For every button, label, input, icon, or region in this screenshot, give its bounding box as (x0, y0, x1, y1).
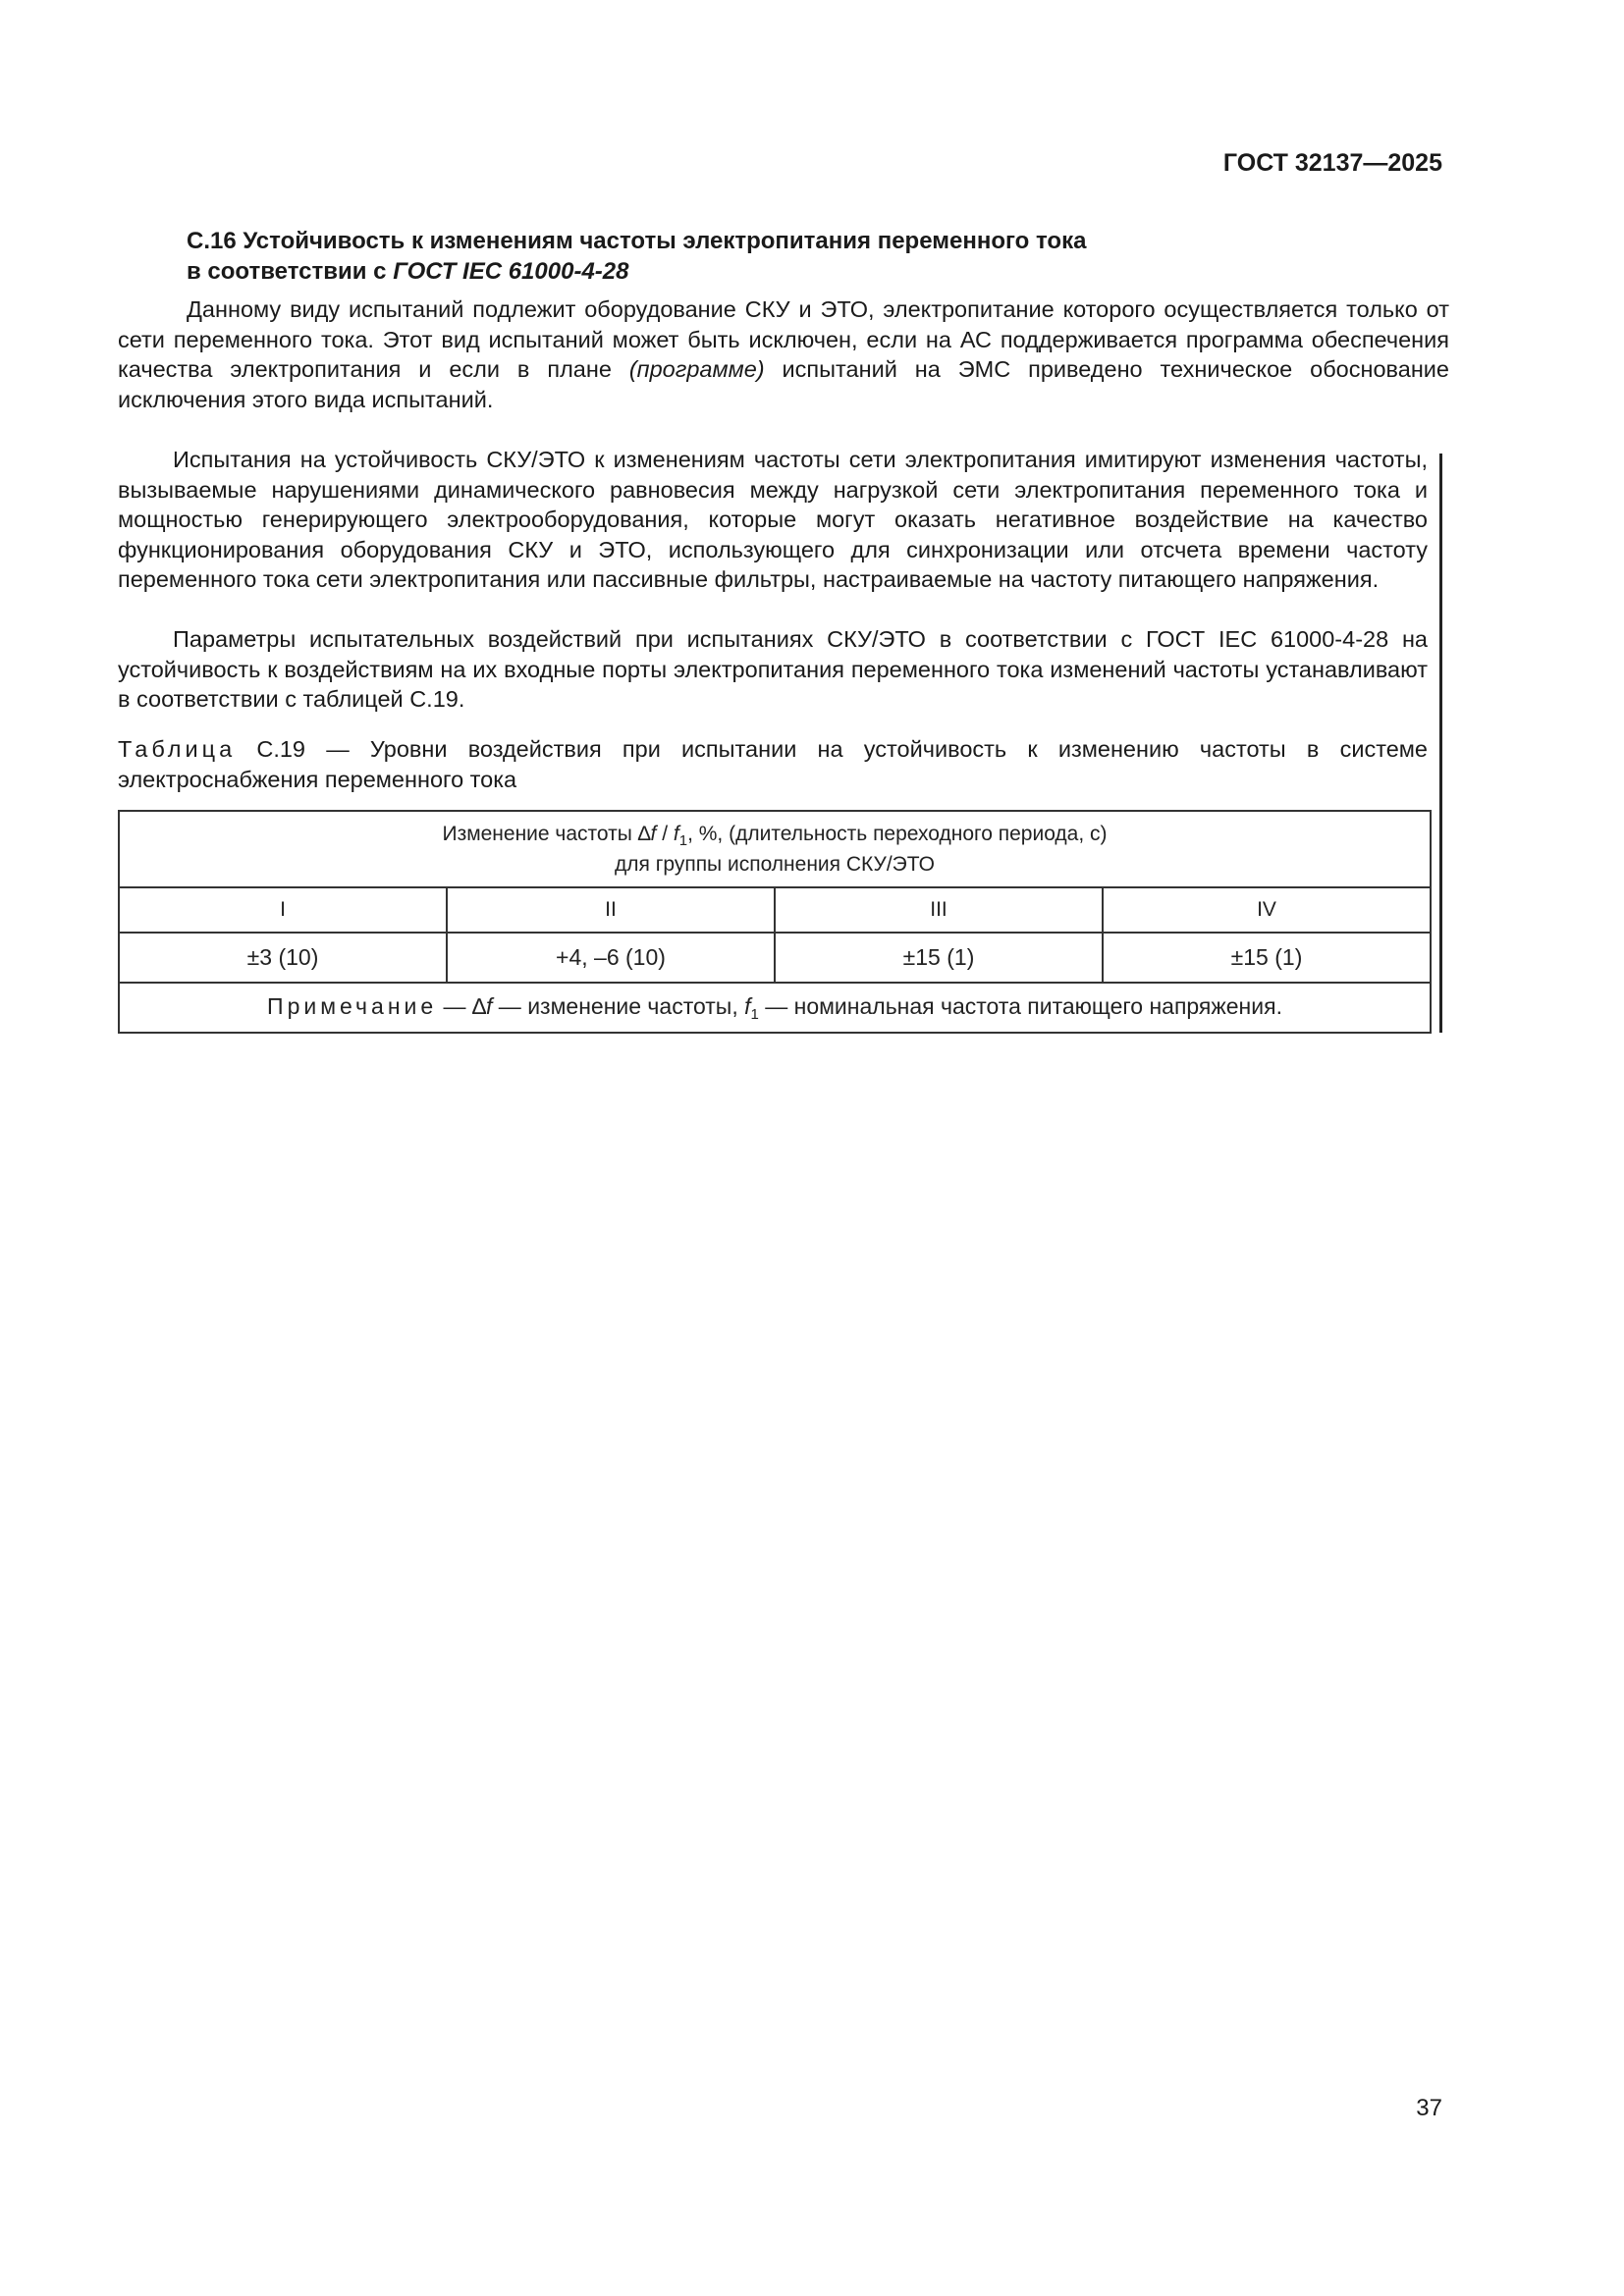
frequency-levels-table (118, 810, 1432, 1034)
header-text-pre: Изменение частоты ∆ (442, 822, 651, 845)
paragraph-parameters: Параметры испытательных воздействий при испытаниях СКУ/ЭТО в соответствии с ГОСТ IEC 61000-4-28 на устойчивость к воздействиям на их входные порты электропитания переменного тока изменений частоты устанавливают в соответствии с таблицей С.19. (118, 626, 1428, 712)
table-cell-value: +4, –6 (10) (447, 933, 775, 983)
section-title-standard: ГОСТ IEC 61000-4-28 (393, 258, 629, 285)
table-cell-group: II (447, 887, 775, 933)
header-f: f (650, 822, 657, 845)
header-subscript: 1 (678, 831, 688, 849)
note-word: Примечание (267, 992, 438, 1019)
table-note-row (119, 983, 1431, 1033)
paragraph-scope (118, 294, 1449, 414)
table-cell-group: I (119, 887, 447, 933)
section-title (187, 226, 1086, 287)
note-mid: — изменение частоты, (492, 992, 745, 1019)
table-header-row (119, 811, 1431, 887)
section-title-prefix: в соответствии с (187, 258, 394, 285)
table-cell-group: IV (1103, 887, 1431, 933)
section-title-line1: С.16 Устойчивость к изменениям частоты электропитания переменного тока (187, 228, 1087, 254)
table-caption (118, 734, 1428, 794)
page-number: 37 (1416, 2095, 1442, 2121)
note-f1: f (744, 992, 751, 1019)
paragraph-scope-part1: Данному виду испытаний подлежит оборудование СКУ и ЭТО, электропитание которого осуществляется только от сети переменного тока. Этот вид испытаний может быть исключен, если на АС поддерживается программа обеспечения качества электропитания и если в плане (118, 296, 1449, 382)
section-title-line2 (187, 256, 1086, 287)
note-dash: — ∆ (437, 992, 487, 1019)
note-f: f (486, 992, 493, 1019)
table-value-row (119, 933, 1431, 983)
table-cell-value: ±15 (1) (775, 933, 1103, 983)
paragraph-scope-italic: (программе) (628, 356, 765, 382)
table-cell-value: ±15 (1) (1103, 933, 1431, 983)
table-header-cell (119, 811, 1431, 887)
header-text-post: , %, (длительность переходного периода, с) (687, 822, 1108, 845)
table-cell-value: ±3 (10) (119, 933, 447, 983)
revision-change-bar (1439, 454, 1442, 1033)
table-caption-text: С.19 — Уровни воздействия при испытании на устойчивость к изменению частоты в системе электроснабжения переменного тока (118, 736, 1428, 792)
paragraph-scope-part2: испытаний на ЭМС приведено техническое обоснование исключения этого вида испытаний. (118, 356, 1449, 412)
table-cell-group: III (775, 887, 1103, 933)
table-note-cell (119, 983, 1431, 1033)
table-header-line2: для группы исполнения СКУ/ЭТО (615, 852, 935, 876)
header-f1: f (673, 822, 679, 845)
table-header-line1 (120, 823, 1430, 853)
note-subscript: 1 (750, 1005, 759, 1023)
document-number: ГОСТ 32137—2025 (1222, 149, 1442, 177)
paragraph-description: Испытания на устойчивость СКУ/ЭТО к изменениям частоты сети электропитания имитируют изменения частоты, вызываемые нарушениями динамического равновесия между нагрузкой сети электропитания переменного тока и мощностью генерирующего электрооборудования, которые могут оказать негативное воздействие на качество функционирования оборудования СКУ и ЭТО, использующего для синхронизации или отсчета времени частоту переменного тока сети электропитания или пассивные фильтры, настраиваемые на частоту питающего напряжения. (118, 447, 1428, 592)
table-caption-word: Таблица (118, 736, 237, 762)
table-group-row (119, 887, 1431, 933)
header-slash: / (656, 822, 674, 845)
note-end: — номинальная частота питающего напряжения. (758, 992, 1282, 1019)
